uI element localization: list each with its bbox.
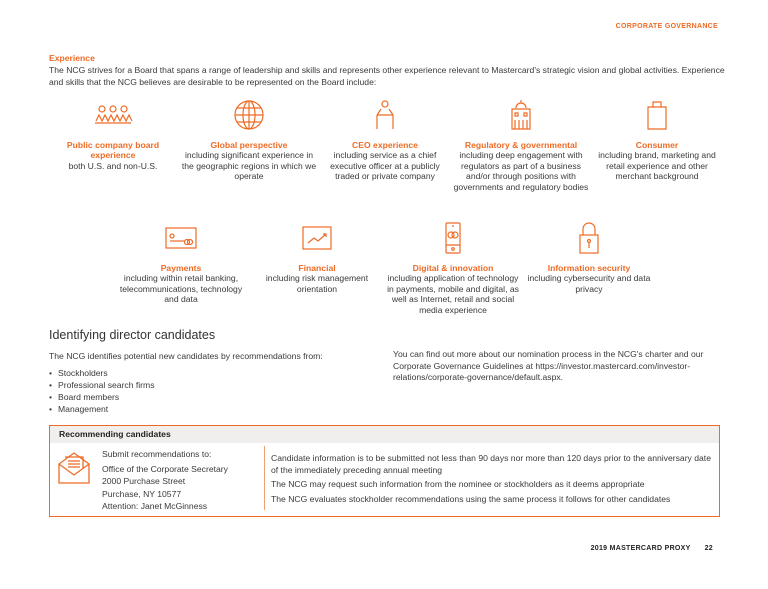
skill-financial: Financial including risk management orientation <box>249 222 385 294</box>
recommending-box <box>49 425 720 517</box>
skill-infosec: Information security including cybersecurity and data privacy <box>521 222 657 294</box>
card-icon <box>161 222 201 254</box>
phone-icon <box>433 222 473 254</box>
capitol-icon <box>501 99 541 131</box>
skill-global: Global perspective including significant experience in the geographic regions in which we operate <box>181 99 317 182</box>
skill-regulatory: Regulatory & governmental including deep engagement with regulators as part of a business and/or through positions with governments and regulatory bodies <box>453 99 589 192</box>
envelope-icon <box>57 451 91 485</box>
experience-body: The NCG strives for a Board that spans a range of leadership and skills and represents other experience relevant to Mastercard's strategic vision and global activities. Experience and skills that the NCG believes are desirable to be represented on the Board include: <box>49 65 725 87</box>
podium-icon <box>365 99 405 131</box>
page-number: 22 <box>704 545 713 552</box>
chart-icon <box>297 222 337 254</box>
skill-payments: Payments including within retail banking, telecommunications, technology and data <box>113 222 249 305</box>
people-icon <box>93 99 133 131</box>
list-item: • Stockholders <box>49 367 379 379</box>
skill-public-company: Public company board experience both U.S. and non-U.S. <box>45 99 181 171</box>
divider <box>264 446 265 510</box>
skill-ceo: CEO experience including service as a chief executive officer at a publicly traded or private company <box>317 99 453 182</box>
identifying-left: The NCG identifies potential new candidates by recommendations from: • Stockholders • Professional search firms • Board members • Management <box>49 351 379 415</box>
shopping-bag-icon <box>637 99 677 131</box>
lock-icon <box>569 222 609 254</box>
recommending-title: Recommending candidates <box>50 426 719 443</box>
skill-digital: Digital & innovation including application of technology in payments, mobile and digital, as well as Internet, retail and social media experience <box>385 222 521 315</box>
list-item: • Professional search firms <box>49 379 379 391</box>
list-item: • Management <box>49 403 379 415</box>
skill-consumer: Consumer including brand, marketing and retail experience and other merchant background <box>589 99 725 182</box>
footer: 2019 MASTERCARD PROXY 22 <box>590 545 713 552</box>
section-header: CORPORATE GOVERNANCE <box>615 23 718 30</box>
sources-list <box>49 367 379 415</box>
list-item: • Board members <box>49 391 379 403</box>
address-block: Submit recommendations to: Office of the Corporate Secretary 2000 Purchase Street Purchase, NY 10577 Attention: Janet McGinness <box>102 449 228 511</box>
nomination-info: You can find out more about our nomination process in the NCG's charter and our Corporate Governance Guidelines at https://investor.mastercard.com/investor-relations/corporate-governance/default.aspx. <box>393 349 704 382</box>
globe-icon <box>229 99 269 131</box>
recommending-notes: Candidate information is to be submitted not less than 90 days nor more than 120 days prior to the anniversary date of the immediately preceding annual meeting The NCG may request such information from the nominee or stockholders as it deems appropriate The NCG evaluates stockholder recommendations using the same process it follows for other candidates <box>271 453 711 504</box>
experience-title: Experience <box>49 53 95 63</box>
identifying-heading: Identifying director candidates <box>49 328 216 342</box>
